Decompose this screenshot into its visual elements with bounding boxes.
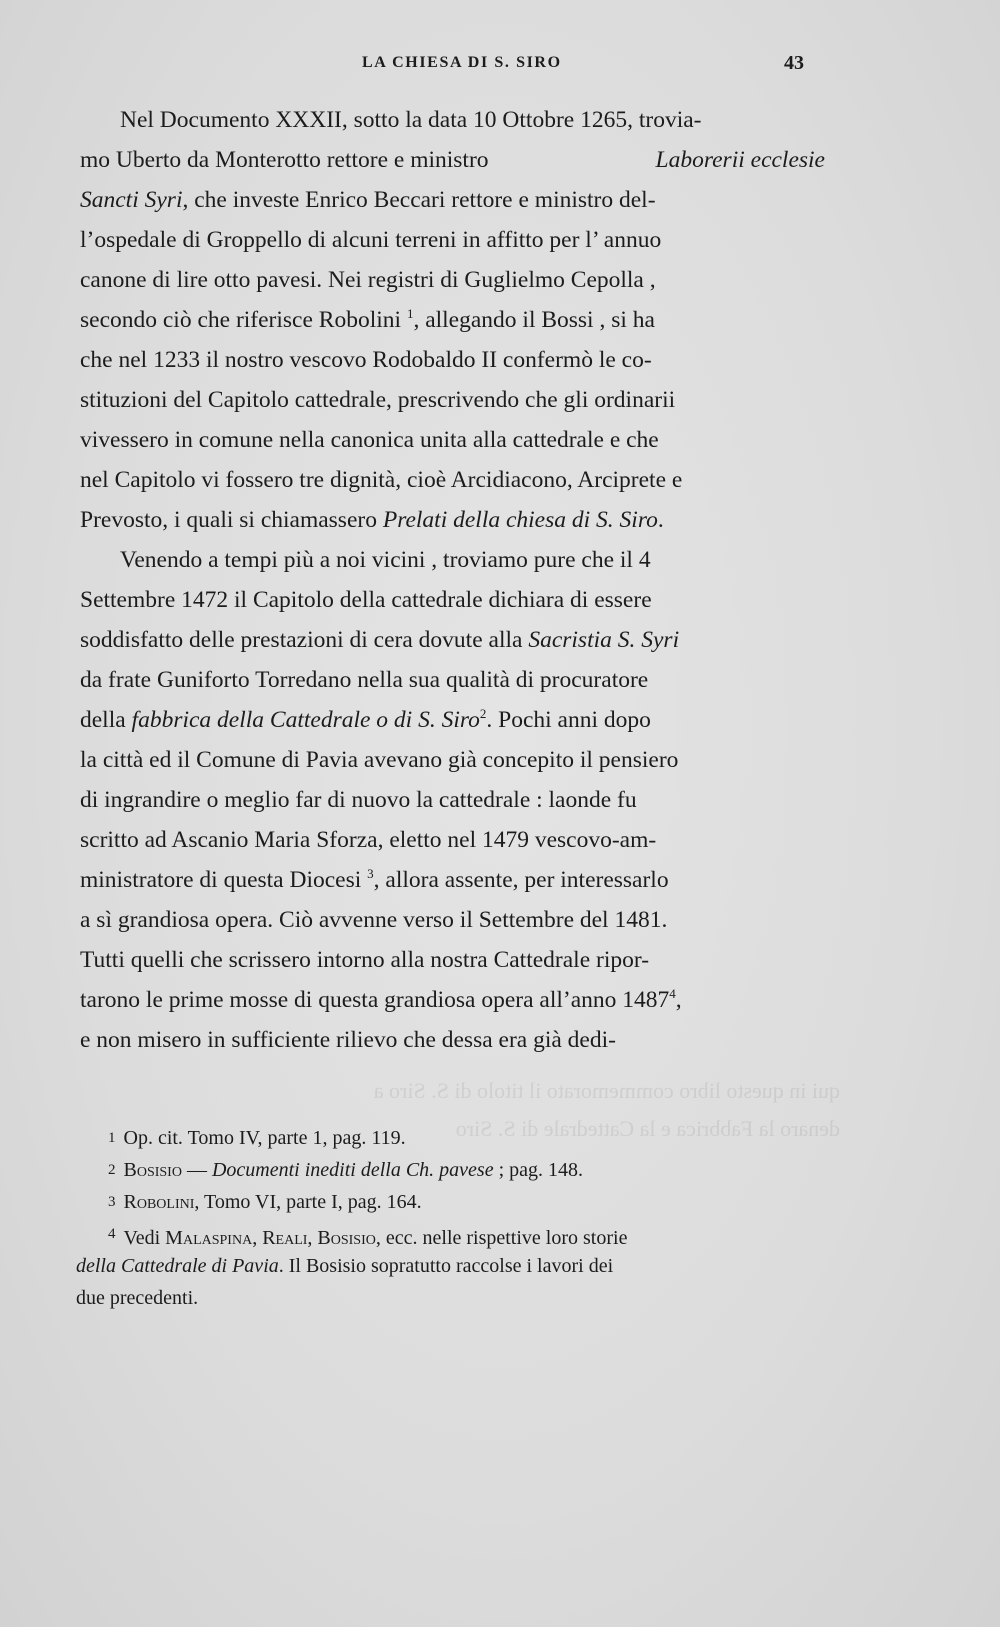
footnote-number: 3 — [108, 1194, 116, 1210]
text-line: canone di lire otto pavesi. Nei registri di Guglielmo Cepolla , — [80, 267, 656, 293]
text-line: la città ed il Comune di Pavia avevano già concepito il pensiero — [80, 747, 679, 773]
text-line: e non misero in sufficiente rilievo che dessa era già dedi- — [80, 1027, 616, 1053]
text-line: soddisfatto delle prestazioni di cera dovute alla Sacristia S. Syri — [80, 627, 680, 653]
footnote-3: 3 Robolini , Tomo VI, parte I, pag. 164. — [76, 1186, 828, 1218]
running-head — [0, 52, 1000, 82]
footnote-number: 1 — [108, 1130, 116, 1146]
text-line: scritto ad Ascanio Maria Sforza, eletto nel 1479 vescovo-am- — [80, 827, 657, 853]
bleed-through-text: qui in questo libro commemorato il titolo di S. Siro a denaro la Fabbrica e la Cattedrale di S. Siro — [373, 1078, 840, 1141]
text-line: Sancti Syri, che investe Enrico Beccari rettore e ministro del- — [80, 187, 656, 213]
text-line: mo Uberto da Monterotto rettore e ministro Laborerii ecclesie — [80, 147, 825, 173]
text-line: ministratore di questa Diocesi $^3$, allora assente, per interessarlo — [80, 866, 669, 893]
running-title: LA CHIESA DI S. SIRO — [362, 54, 562, 71]
text-line: tarono le prime mosse di questa grandiosa opera all’anno 1487$^4$, — [80, 986, 682, 1013]
text-line: l’ospedale di Groppello di alcuni terreni in affitto per l’ annuo — [80, 227, 662, 253]
text-line: a sì grandiosa opera. Ciò avvenne verso il Settembre del 1481. — [80, 907, 668, 933]
footnote-number: 4 — [108, 1226, 116, 1242]
text-line: vivessero in comune nella canonica unita alla cattedrale e che — [80, 427, 659, 453]
footnotes — [76, 1122, 828, 1314]
footnote-number: 2 — [108, 1162, 116, 1178]
text-line: Tutti quelli che scrissero intorno alla nostra Cattedrale ripor- — [80, 947, 650, 973]
text-line: secondo ciò che riferisce Robolini $^1$, allegando il Bossi , si ha — [80, 306, 655, 333]
text-line: Prevosto, i quali si chiamassero Prelati della chiesa di S. Siro. — [80, 507, 664, 533]
text-line: stituzioni del Capitolo cattedrale, prescrivendo che gli ordinarii — [80, 387, 676, 413]
page-number: 43 — [784, 52, 804, 74]
main-text — [80, 100, 825, 1060]
footnote-ref: 3 — [367, 866, 374, 881]
footnote-4: $^4$ Vedi Malaspina, Reali, Bosisio, ecc. nelle rispettive loro storie — [108, 1226, 628, 1249]
footnote-4-cont: della Cattedrale di Pavia. Il Bosisio sopratutto raccolse i lavori dei — [76, 1255, 614, 1277]
text-line: che nel 1233 il nostro vescovo Rodobaldo II confermò le co- — [80, 347, 652, 373]
footnote-4-end: due precedenti. — [76, 1287, 199, 1309]
footnote-2: 2 Bosisio — Documenti inediti della Ch. pavese ; pag. 148. — [76, 1154, 828, 1186]
text-line: da frate Guniforto Torredano nella sua qualità di procuratore — [80, 667, 649, 693]
footnote-ref: 2 — [479, 706, 487, 721]
footnote-ref: 4 — [669, 986, 676, 1001]
footnote-ref: 1 — [406, 306, 414, 321]
text-line: Venendo a tempi più a noi vicini , troviamo pure che il 4 — [120, 547, 651, 573]
footnote-1: 1 Op. cit. Tomo IV, parte 1, pag. 119. — [76, 1122, 828, 1154]
text-line: Settembre 1472 il Capitolo della cattedrale dichiara di essere — [80, 587, 652, 613]
text-line: della fabbrica della Cattedrale o di S. Siro$^2$. Pochi anni dopo — [80, 706, 651, 733]
text-line: di ingrandire o meglio far di nuovo la cattedrale : laonde fu — [80, 787, 637, 813]
text-line: nel Capitolo vi fossero tre dignità, cioè Arcidiacono, Arciprete e — [80, 467, 683, 493]
text-line: Nel Documento XXXII, sotto la data 10 Ottobre 1265, trovia- — [120, 107, 702, 133]
